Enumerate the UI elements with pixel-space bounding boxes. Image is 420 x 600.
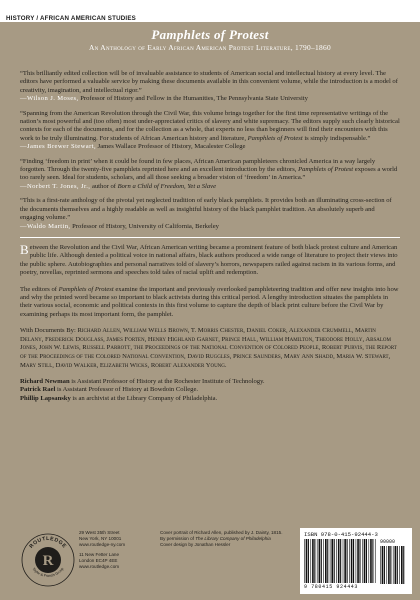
- description-text-end: examine the important and previously overlooked pamphleteering tradition and offer new insights into how and why the printed word became so important to black activists during this critical period. A lengthy introduction situates the pamphlets in their various social, economic and political contexts in this first volume to capture the depth of black print culture before the Civil War by examining perhaps its most important form, the pamphlet.: [20, 285, 399, 318]
- barcode-bar: [364, 539, 366, 583]
- svg-text:R: R: [42, 553, 54, 569]
- editor-role: is Assistant Professor of History at Bowdoin College.: [55, 386, 199, 394]
- publisher-address: [79, 530, 141, 570]
- isbn-number: ISBN 978-0-415-92444-3: [304, 531, 378, 538]
- barcode-bar: [340, 539, 341, 583]
- barcode-bar: [370, 539, 372, 583]
- ean-barcode: [304, 539, 376, 583]
- blurb-book-title: Pamphlets of Protest: [298, 166, 354, 174]
- section-divider: [20, 237, 400, 238]
- credit-text: By permission of: [160, 536, 196, 541]
- barcode-bar: [399, 546, 400, 584]
- barcode-bar: [359, 539, 360, 583]
- barcode-bar: [334, 539, 335, 583]
- blurb-1: [20, 70, 400, 104]
- blurb-affiliation: author of: [90, 182, 118, 190]
- barcode-bar: [319, 539, 321, 583]
- blurb-author: —Norbert T. Jones, Jr.,: [20, 182, 91, 190]
- barcode-bar: [310, 539, 311, 583]
- barcode-panel: [300, 528, 412, 594]
- blurb-4: [20, 197, 400, 231]
- barcode-bar: [325, 539, 327, 583]
- barcode-bar: [369, 539, 370, 583]
- credit-line: Cover design by Jonathan Hessler: [160, 542, 231, 547]
- svg-text:Taylor & Francis Group: Taylor & Francis Group: [31, 566, 65, 578]
- barcode-bar: [344, 539, 346, 583]
- blurb-author: —Wilson J. Moses,: [20, 95, 79, 103]
- blurb-quote-end: is simply indispensable.”: [302, 134, 371, 142]
- barcode-bar: [362, 539, 363, 583]
- barcode-bar: [314, 539, 315, 583]
- barcode-bar: [384, 546, 385, 584]
- barcode-bar: [323, 539, 324, 583]
- blurb-book-title: Pamphlets of Protest: [247, 134, 303, 142]
- barcode-bar: [375, 539, 376, 583]
- description-paragraph-2: [20, 286, 400, 320]
- editor-bio: [20, 378, 400, 386]
- svg-text:ROUTLEDGE: ROUTLEDGE: [28, 535, 68, 550]
- category-strip: [0, 0, 420, 22]
- barcode-bar: [321, 539, 322, 583]
- barcode-bar: [390, 546, 391, 584]
- barcode-bar: [306, 539, 308, 583]
- blurb-quote-end: exposes a world too rarely seen. Ideal for students, scholars, and all those seeking a broader vision of ‘freedom’ in America.”: [20, 166, 398, 182]
- barcode-bar: [357, 539, 359, 583]
- address-line: London EC4P 4EE: [79, 558, 118, 563]
- contributors-lead: With Documents By:: [20, 327, 78, 335]
- category-label: HISTORY / AFRICAN AMERICAN STUDIES: [6, 15, 136, 22]
- address-line: 11 New Fetter Lane: [79, 552, 120, 557]
- routledge-logo: [18, 530, 78, 590]
- address-line: 29 West 35th Street: [79, 530, 120, 535]
- barcode-bar: [366, 539, 367, 583]
- barcode-bar: [382, 546, 384, 584]
- book-subtitle: An Anthology of Early African American Protest Literature, 1790–1860: [89, 43, 331, 52]
- blurb-author: —Waldo Martin,: [20, 222, 71, 230]
- barcode-bar: [388, 546, 390, 584]
- blurb-quote: “Finding ‘freedom in print’ when it could be found in few places, African American pamphleteers chronicled America in a way largely forgotten. Through the twenty-five pamphlets reprinted here and an excellent introduction by the editors,: [20, 157, 376, 174]
- barcode-bar: [312, 539, 314, 583]
- barcode-bar: [338, 539, 340, 583]
- credit-line: Cover portrait of Richard Allen, published by J. Dainty, 1815.: [160, 530, 283, 535]
- barcode-bar: [304, 539, 305, 583]
- barcode-bar: [351, 539, 353, 583]
- editor-bio: [20, 386, 400, 394]
- credit-institution: The Library Company of Philadelphia: [195, 536, 271, 541]
- blurb-affiliation: Professor of History and Fellow in the Humanities, The Pennsylvania State University: [78, 95, 308, 103]
- barcode-bar: [380, 546, 381, 584]
- blurb-author: —James Brewer Stewart,: [20, 143, 96, 151]
- barcode-bar: [353, 539, 354, 583]
- barcode-digits: 9 780415 924443: [304, 584, 359, 590]
- barcode-addon-digits: 90000: [380, 539, 396, 545]
- contributors-list: [20, 327, 400, 370]
- description-paragraph-1: [20, 241, 400, 278]
- description-text: etween the Revolution and the Civil War, African American writing became a prominent feature of both black protest culture and American public life. Although denied a political voice in national affairs, black authors produced a wide range of literature to project their views into the public sphere. Autobiographies and personal narratives told of slavery’s horrors, newspapers railed against racism in its various forms, and poetry, novellas, reprinted sermons and speeches told tales of racial uplift and redemption.: [20, 243, 398, 277]
- editor-bio: [20, 395, 400, 403]
- description-book-title: Pamphlets of Protest: [58, 285, 114, 293]
- publisher-website-link[interactable]: www.routledge-ny.com: [79, 542, 126, 547]
- blurb-quote: “This brilliantly edited collection will be of invaluable assistance to students of American social and intellectual history at every level. The editors have performed a valuable service by making these documents available in this convenient volume, while the introduction is a model of creativity, imagination, and intellectual rigor.”: [20, 70, 398, 94]
- barcode-bar: [331, 539, 333, 583]
- barcode-bar: [349, 539, 350, 583]
- barcode-bar: [308, 539, 309, 583]
- blurb-quote: “Spanning from the American Revolution through the Civil War, this volume brings together for the first time representative writings of the nation’s most powerful and (too often) most under-appreciated critics of slavery and white supremacy. The editors supply such clearly historical contexts for each of the documents, and for the collection as a whole, that experts no less than beginners will find their encounters with this work to be truly illuminating. For students of African American history and literature,: [20, 109, 400, 142]
- barcode-bar: [330, 539, 331, 583]
- book-title: Pamphlets of Protest: [151, 27, 269, 42]
- blurb-2: [20, 110, 400, 152]
- editor-name: Richard Newman: [20, 378, 70, 386]
- editor-role: is an archivist at the Library Company of Philadelphia.: [70, 394, 218, 402]
- barcode-bar: [356, 539, 357, 583]
- editor-name: Patrick Rael: [20, 386, 56, 394]
- blurb-affiliation: James Wallace Professor of History, Macalester College: [96, 143, 246, 151]
- barcode-bar: [403, 546, 404, 584]
- publisher-website-link[interactable]: www.routledge.com: [79, 564, 120, 569]
- blurb-quote: “This is a first-rate anthology of the pivotal yet neglected tradition of early black pamphlets. It provides both an illuminating cross-section of the documents themselves and a highly readable as well as insightful history of the black pamphlet tradition. An absolutely superb and engaging volume.”: [20, 197, 392, 222]
- barcode-bar: [336, 539, 337, 583]
- addon-barcode: [380, 546, 406, 584]
- description-text: The editors of: [20, 285, 59, 293]
- editor-role: is Assistant Professor of History at the Rochester Institute of Technology.: [69, 378, 265, 386]
- barcode-bar: [343, 539, 344, 583]
- blurb-3: [20, 158, 400, 192]
- barcode-bar: [393, 546, 394, 584]
- blurb-affiliation: Professor of History, University of California, Berkeley: [70, 222, 219, 230]
- drop-cap: B: [20, 241, 29, 257]
- barcode-bar: [317, 539, 318, 583]
- contributors-names: Richard Allen, William Wells Brown, T. Morris Chester, Daniel Coker, Alexander Crummell, Martin Delany, Frederick Douglass, James Forten, Henry Highland Garnet, Prince Hall, William Hamilton, Theodore Holly, Absalom Jones, John W. Lewis, Russell Parrott, the Proceedings of the National Convention of Colored People, Robert Purvis, the Report of the Proceedings of the Colored National Convention, David Ruggles, Prince Saunders, Mary Ann Shadd, Maria W. Stewart, Mary Still, David Walker, Elizabeth Wicks, Robert Alexander Young.: [20, 327, 397, 369]
- barcode-bar: [327, 539, 328, 583]
- barcode-bar: [372, 539, 373, 583]
- editor-name: Phillip Lapsansky: [20, 394, 71, 402]
- barcode-bar: [397, 546, 398, 584]
- barcode-bar: [401, 546, 403, 584]
- cover-text: [20, 70, 400, 403]
- barcode-bar: [395, 546, 397, 584]
- cover-credits: [160, 530, 284, 548]
- barcode-bar: [347, 539, 348, 583]
- blurb-affiliation-title: Born a Child of Freedom, Yet a Slave: [117, 182, 217, 190]
- address-line: New York, NY 10001: [79, 536, 122, 541]
- barcode-bar: [386, 546, 387, 584]
